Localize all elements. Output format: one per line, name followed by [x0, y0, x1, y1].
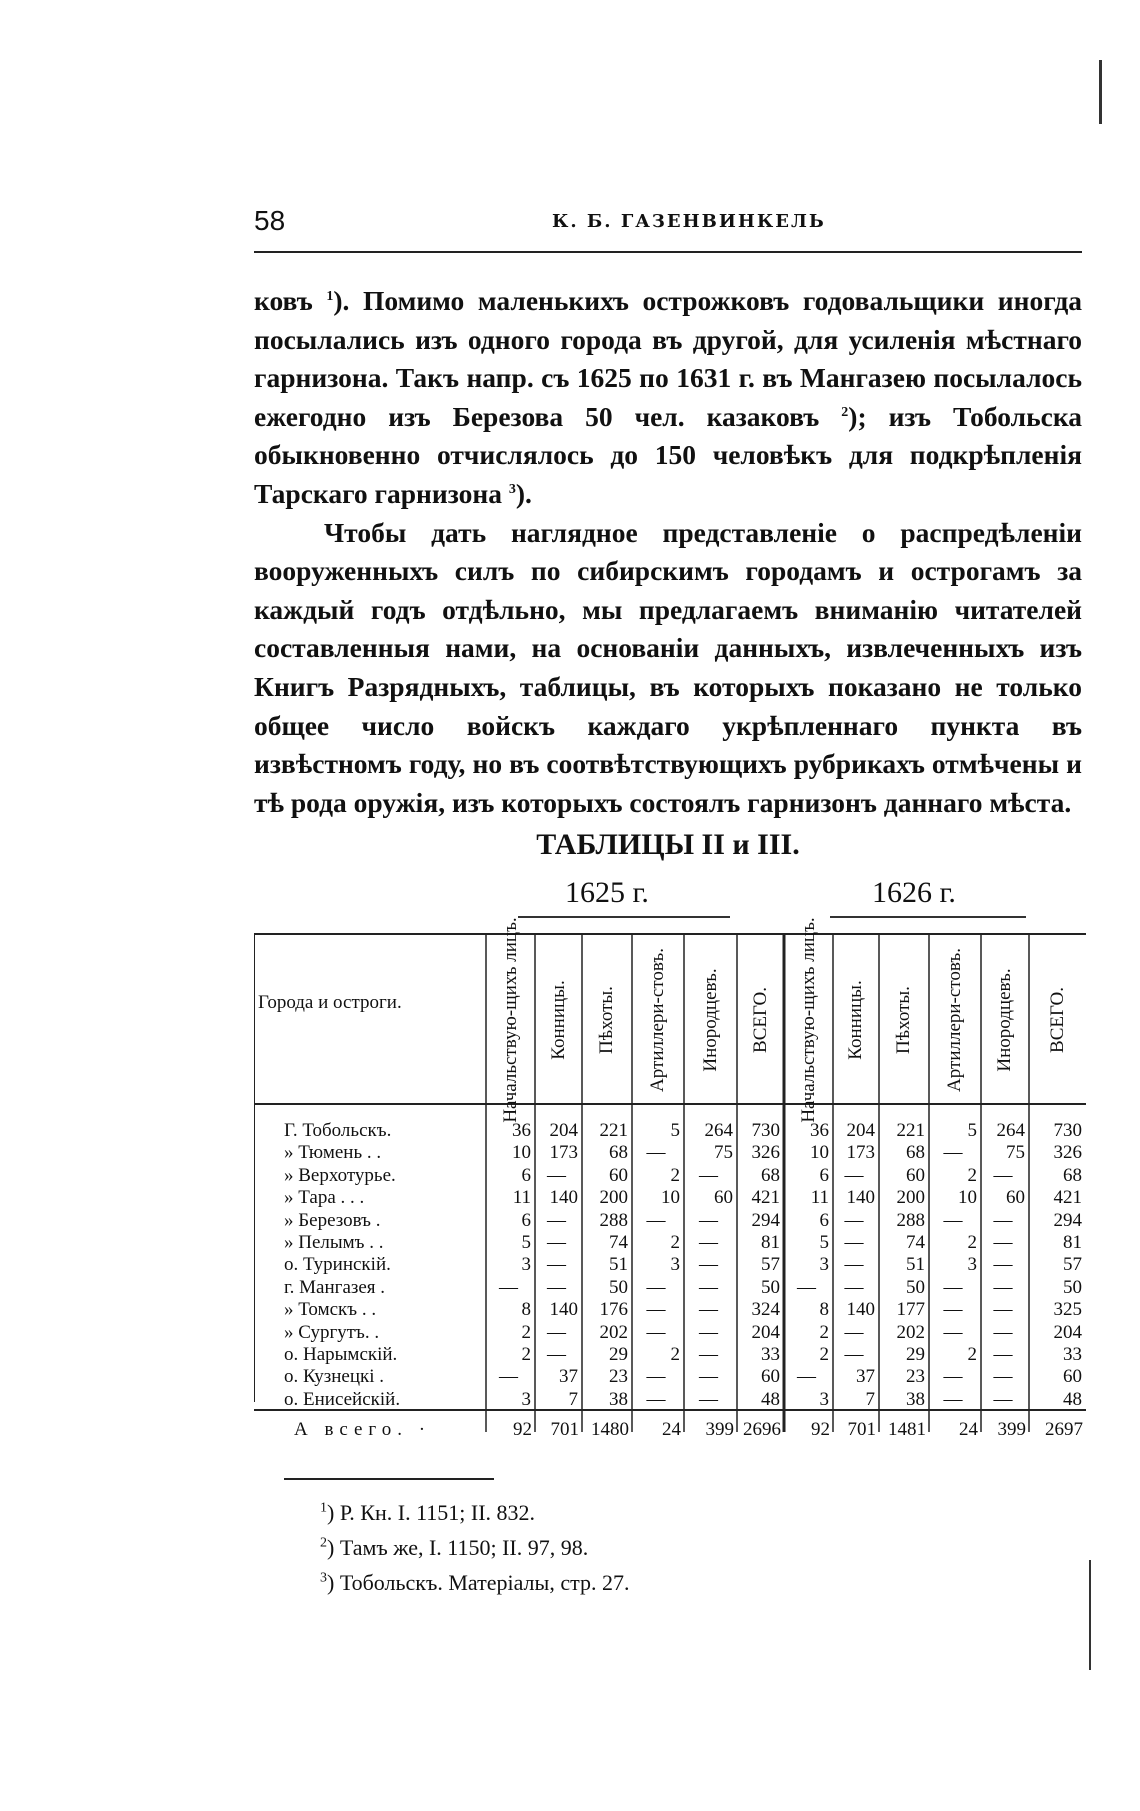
footnote [320, 1530, 629, 1565]
table-cell-1626: 75 [1006, 1142, 1025, 1164]
total-cell-1626: 701 [847, 1419, 876, 1440]
table-cell-1625: — [699, 1209, 718, 1231]
table-cell-1625: 2 [670, 1344, 680, 1365]
table-cell-1625: 75 [714, 1142, 733, 1164]
footnote-mark: 3 [320, 1570, 327, 1586]
table-cell-1625: — [499, 1366, 518, 1388]
year-1626-brace [830, 916, 1026, 928]
table-cell-1626: 177 [896, 1299, 925, 1321]
table-cell-1626: 200 [896, 1187, 925, 1209]
table-cell-1625: — [699, 1321, 718, 1343]
table-cell-1625: 2 [670, 1232, 680, 1253]
city-name: » Пелымъ . . [284, 1232, 384, 1253]
table-cell-1626: — [993, 1366, 1013, 1388]
table-cell-1626: 37 [856, 1366, 875, 1388]
table-cell-1625: 81 [761, 1232, 780, 1253]
paragraph-1: ковъ $^1$). Помимо маленькихъ острожковъ годовальщики иногда посылались изъ одного города въ другой, для усиленія мѣстнаго гарнизона. Такъ напр. съ 1625 по 1631 г. въ Мангазею посылалось ежегодно изъ Березова 50 чел. казаковъ $^2$); изъ Тобольска обыкновенно отчислялось до 150 человѣкъ для подкрѣпленія Тарскаго гарнизона $^3$). [254, 285, 1082, 509]
table-cell-1625: 326 [751, 1142, 780, 1164]
table-cell-1625: — [547, 1254, 566, 1276]
table-cell-1625: 5 [670, 1120, 680, 1141]
table-cell-1625: 68 [609, 1142, 628, 1164]
table-cell-1626: 68 [906, 1142, 925, 1164]
table-cell-1626: — [993, 1232, 1013, 1253]
table-cell-1626: 2 [967, 1164, 977, 1186]
table-cell-1625: — [646, 1299, 666, 1321]
table-cell-1626: 2 [819, 1321, 829, 1343]
table-cell-1625: 140 [549, 1299, 578, 1321]
table-cell-1625: — [699, 1388, 718, 1410]
table-cell-1626: 5 [819, 1232, 829, 1253]
table-cell-1626: 6 [819, 1164, 829, 1186]
table-cell-1626: 326 [1053, 1142, 1082, 1164]
table-cell-1626: — [993, 1344, 1013, 1365]
table-cell-1625: — [699, 1299, 718, 1321]
table-cell-1626: 288 [896, 1209, 925, 1231]
table-cell-1626: 204 [1053, 1321, 1082, 1343]
total-cell-1626: 399 [997, 1419, 1026, 1440]
column-header-1625 [684, 940, 737, 1100]
column-header-label: Начальствую-щихъ лицъ. [797, 917, 819, 1123]
table-cell-1626: 23 [906, 1366, 925, 1388]
page-header [254, 205, 1082, 245]
table-cell-1625: 173 [549, 1142, 578, 1164]
table-cell-1625: — [547, 1276, 566, 1298]
table-cell-1625: — [547, 1209, 566, 1231]
column-header-label: ВСЕГО. [749, 987, 771, 1053]
table-cell-1626: 325 [1053, 1299, 1082, 1321]
column-header-label: Конницы. [845, 980, 866, 1060]
table-cell-1625: 288 [599, 1209, 628, 1231]
running-head: К. Б. ГАЗЕНВИНКЕЛЬ [552, 211, 826, 232]
table-cell-1625: 3 [521, 1388, 531, 1410]
table-cell-1626: 294 [1053, 1209, 1082, 1231]
table-cell-1626: — [993, 1254, 1013, 1276]
tables-title: ТАБЛИЦЫ II и III. [536, 828, 800, 861]
column-header-1626 [929, 940, 981, 1100]
table-cell-1626: 264 [996, 1120, 1025, 1141]
city-name: Г. Тобольскъ. [284, 1120, 392, 1141]
city-name: о. Туринскій. [284, 1254, 391, 1276]
table-cell-1625: 33 [761, 1344, 780, 1365]
column-header-label: Артиллери-стовъ. [944, 948, 965, 1092]
total-cell-1626: 92 [811, 1419, 830, 1440]
city-name: » Березовъ . [284, 1209, 381, 1231]
column-header-1626 [879, 940, 929, 1100]
table-cell-1626: 38 [906, 1388, 925, 1410]
table-cell-1625: 11 [512, 1187, 531, 1209]
city-name: » Тюмень . . [284, 1142, 382, 1164]
table-cell-1625: 23 [609, 1366, 628, 1388]
table-cell-1626: 3 [967, 1254, 977, 1276]
table-cell-1626: 60 [906, 1164, 925, 1186]
table-cell-1625: — [646, 1321, 666, 1343]
table-cell-1625: 3 [670, 1254, 680, 1276]
table-cell-1625: 5 [521, 1232, 531, 1253]
column-header-label: Начальствую-щихъ лицъ. [499, 917, 521, 1123]
table-cell-1625: 36 [512, 1120, 531, 1141]
table-cell-1625: 221 [599, 1120, 628, 1141]
table-cell-1625: — [699, 1344, 718, 1365]
table-cell-1626: 8 [819, 1299, 829, 1321]
table-cell-1625: — [646, 1142, 666, 1164]
table-cell-1625: 38 [609, 1388, 628, 1410]
table-cell-1626: 140 [846, 1187, 875, 1209]
city-name: о. Енисейскій. [284, 1388, 401, 1410]
table-cell-1626: — [943, 1299, 963, 1321]
column-header-1626 [784, 917, 833, 1123]
footnote-rule [284, 1478, 494, 1480]
year-1625-brace [518, 916, 730, 928]
table-cell-1625: 2 [670, 1164, 680, 1186]
column-header-label: Инородцевъ. [699, 968, 721, 1072]
table-cell-1626: — [943, 1142, 963, 1164]
table-cell-1626: 68 [1063, 1164, 1082, 1186]
table-cell-1626: 36 [810, 1120, 829, 1141]
total-label: А всего. · [294, 1419, 432, 1440]
total-cell-1626: 2697 [1045, 1419, 1083, 1440]
table-cell-1626: 221 [896, 1120, 925, 1141]
total-cell-1626: 1481 [888, 1419, 926, 1440]
table-cell-1626: — [797, 1276, 816, 1298]
column-header-1626 [981, 940, 1029, 1100]
table-cell-1625: — [646, 1276, 666, 1298]
footnote [320, 1495, 629, 1530]
table-cell-1625: 60 [609, 1164, 628, 1186]
table-cell-1625: — [699, 1254, 718, 1276]
table-cell-1626: — [993, 1299, 1013, 1321]
footnote [320, 1565, 629, 1600]
table-cell-1625: — [699, 1232, 718, 1253]
total-cell-1625: 399 [705, 1419, 734, 1440]
column-header-1625 [737, 940, 784, 1100]
table-cell-1625: 60 [761, 1366, 780, 1388]
table-cell-1626: — [943, 1276, 963, 1298]
table-cell-1626: 3 [819, 1254, 829, 1276]
table-cell-1625: 176 [599, 1299, 628, 1321]
column-header-label: Конницы. [547, 980, 569, 1060]
table-cell-1625: — [699, 1276, 718, 1298]
table-cell-1626: 5 [967, 1120, 977, 1141]
table-cell-1626: 3 [819, 1388, 829, 1410]
table-cell-1625: 202 [599, 1321, 628, 1343]
table-cell-1626: 57 [1063, 1254, 1082, 1276]
table-cell-1626: 204 [846, 1120, 875, 1141]
table-cell-1625: 6 [521, 1209, 531, 1231]
year-1625-label: 1625 г. [565, 876, 649, 909]
table-cell-1626: 2 [967, 1232, 977, 1253]
table-cell-1625: — [547, 1164, 566, 1186]
table-cell-1625: 60 [714, 1187, 733, 1209]
city-name: » Тара . . . [284, 1187, 365, 1209]
table-cell-1626: 6 [819, 1209, 829, 1231]
page-number: 58 [254, 205, 286, 236]
table-cell-1626: — [844, 1344, 864, 1365]
table-cell-1626: — [943, 1321, 963, 1343]
table-cell-1625: 29 [609, 1344, 628, 1365]
table-cell-1625: 730 [751, 1120, 780, 1141]
table-cell-1625: — [699, 1164, 718, 1186]
footnote-text: ) Тамъ же, I. 1150; II. 97, 98. [327, 1535, 589, 1560]
city-name: г. Мангазея . [284, 1276, 386, 1298]
table-cell-1626: — [844, 1164, 864, 1186]
city-name: о. Нарымскій. [284, 1344, 398, 1365]
table-cell-1625: 10 [661, 1187, 680, 1209]
column-header-label: Пѣхоты. [893, 986, 914, 1054]
total-cell-1625: 701 [550, 1419, 579, 1440]
footnote-ref-1: 1 [326, 288, 334, 304]
column-header-label: ВСЕГО. [1046, 987, 1068, 1053]
table-cell-1626: 2 [819, 1344, 829, 1365]
table-cell-1626: — [943, 1388, 963, 1410]
footnote-ref-2: 2 [841, 404, 849, 420]
total-cell-1625: 1480 [591, 1419, 629, 1440]
total-cell-1625: 92 [513, 1419, 532, 1440]
table-cell-1626: 33 [1063, 1344, 1082, 1365]
city-column-header: Города и остроги. [258, 992, 402, 1013]
table-cell-1626: 10 [958, 1187, 977, 1209]
table-cell-1626: — [993, 1388, 1013, 1410]
table-cell-1626: — [844, 1321, 864, 1343]
table-cell-1626: 202 [896, 1321, 925, 1343]
table-cell-1625: 264 [704, 1120, 733, 1141]
table-cell-1626: — [844, 1276, 864, 1298]
table-cell-1626: — [993, 1276, 1013, 1298]
table-cell-1625: 2 [521, 1344, 531, 1365]
column-header-1625 [632, 940, 684, 1100]
table-cell-1626: 421 [1053, 1187, 1082, 1209]
table-cell-1625: — [646, 1209, 666, 1231]
table-cell-1626: — [993, 1209, 1013, 1231]
table-cell-1625: 8 [521, 1299, 531, 1321]
total-cell-1625: 2696 [743, 1419, 781, 1440]
table-cell-1626: 7 [865, 1388, 875, 1410]
table-cell-1625: 10 [512, 1142, 531, 1164]
table-cell-1626: 81 [1063, 1232, 1082, 1253]
column-header-label: Пѣхоты. [596, 986, 617, 1054]
table-cell-1625: — [547, 1321, 566, 1343]
table-cell-1625: — [547, 1232, 566, 1253]
table-cell-1625: 324 [751, 1299, 780, 1321]
footnotes [320, 1495, 629, 1600]
table-cell-1625: 200 [599, 1187, 628, 1209]
table-cell-1625: 204 [751, 1321, 780, 1343]
footnote-text: ) Р. Кн. I. 1151; II. 832. [327, 1500, 536, 1525]
column-header-1626 [833, 940, 879, 1100]
table-cell-1626: 29 [906, 1344, 925, 1365]
column-header-1625 [535, 940, 582, 1100]
table-cell-1626: 48 [1063, 1388, 1082, 1410]
total-cell-1626: 24 [959, 1419, 978, 1440]
table-cell-1625: 57 [761, 1254, 780, 1276]
table-cell-1626: 140 [846, 1299, 875, 1321]
body-text [254, 282, 1082, 822]
table-cell-1626: 730 [1053, 1120, 1082, 1141]
table-cell-1626: — [943, 1209, 963, 1231]
table-cell-1625: 48 [761, 1388, 780, 1410]
table-cell-1626: — [943, 1366, 963, 1388]
table-cell-1626: — [844, 1254, 864, 1276]
table-cell-1626: 11 [810, 1187, 829, 1209]
table-cell-1625: 74 [609, 1232, 628, 1253]
table-cell-1625: — [646, 1388, 666, 1410]
footnote-mark: 1 [320, 1500, 327, 1516]
column-header-label: Инородцевъ. [994, 968, 1015, 1072]
table-cell-1625: 294 [751, 1209, 780, 1231]
table-cell-1626: 173 [846, 1142, 875, 1164]
column-header-1625 [486, 917, 535, 1123]
total-cell-1625: 24 [662, 1419, 681, 1440]
table-cell-1625: — [646, 1366, 666, 1388]
table-cell-1625: 140 [549, 1187, 578, 1209]
table-cell-1625: 50 [609, 1276, 628, 1298]
table-cell-1625: — [547, 1344, 566, 1365]
city-name: » Сургутъ. . [284, 1321, 380, 1343]
table-cell-1626: — [844, 1209, 864, 1231]
city-name: » Томскъ . . [284, 1299, 377, 1321]
table-cell-1626: 50 [906, 1276, 925, 1298]
table-cell-1626: 10 [810, 1142, 829, 1164]
table-cell-1625: 421 [751, 1187, 780, 1209]
table-cell-1626: — [993, 1321, 1013, 1343]
city-name: » Верхотурье. [284, 1164, 396, 1186]
table-cell-1625: 6 [521, 1164, 531, 1186]
table-cell-1625: 204 [549, 1120, 578, 1141]
paragraph-2: Чтобы дать наглядное представленіе о распредѣленіи вооруженныхъ силъ по сибирскимъ городамъ и острогамъ за каждый годъ отдѣльно, мы предлагаемъ вниманію читателей составленныя нами, на основаніи данныхъ, извлеченныхъ изъ Книгъ Разрядныхъ, таблицы, въ которыхъ показано не только общее число войскъ каждаго укрѣпленнаго пункта въ извѣстномъ году, но въ соотвѣтствующихъ рубрикахъ отмѣчены и тѣ рода оружія, изъ которыхъ состоялъ гарнизонъ даннаго мѣста. [254, 516, 1082, 818]
table-cell-1625: 37 [559, 1366, 578, 1388]
table-cell-1625: — [699, 1366, 718, 1388]
table-cell-1625: 68 [761, 1164, 780, 1186]
column-header-label: Артиллери-стовъ. [647, 948, 668, 1092]
table-cell-1626: — [993, 1164, 1013, 1186]
column-header-1626 [1029, 940, 1086, 1100]
table-cell-1626: 60 [1063, 1366, 1082, 1388]
table-cell-1626: 50 [1063, 1276, 1082, 1298]
table-cell-1625: 51 [609, 1254, 628, 1276]
footnote-text: ) Тобольскъ. Матеріалы, стр. 27. [327, 1570, 630, 1595]
table-cell-1625: 2 [521, 1321, 531, 1343]
table-cell-1625: 50 [761, 1276, 780, 1298]
header-rule [254, 251, 1082, 253]
city-name: о. Кузнецкі . [284, 1366, 385, 1388]
table-cell-1625: — [499, 1276, 518, 1298]
scan-mark [1099, 60, 1102, 124]
table-cell-1626: — [797, 1366, 816, 1388]
table-cell-1625: 7 [568, 1388, 578, 1410]
garrison-table [254, 917, 1086, 1440]
column-header-1625 [582, 940, 632, 1100]
year-1626-label: 1626 г. [872, 876, 956, 909]
table-cell-1626: 60 [1006, 1187, 1025, 1209]
table-cell-1626: 2 [967, 1344, 977, 1365]
table-cell-1625: 3 [521, 1254, 531, 1276]
table-cell-1626: — [844, 1232, 864, 1253]
footnote-mark: 2 [320, 1535, 327, 1551]
table-cell-1626: 51 [906, 1254, 925, 1276]
footnote-ref-3: 3 [508, 481, 516, 497]
scan-mark [1089, 1560, 1091, 1670]
table-cell-1626: 74 [906, 1232, 925, 1253]
